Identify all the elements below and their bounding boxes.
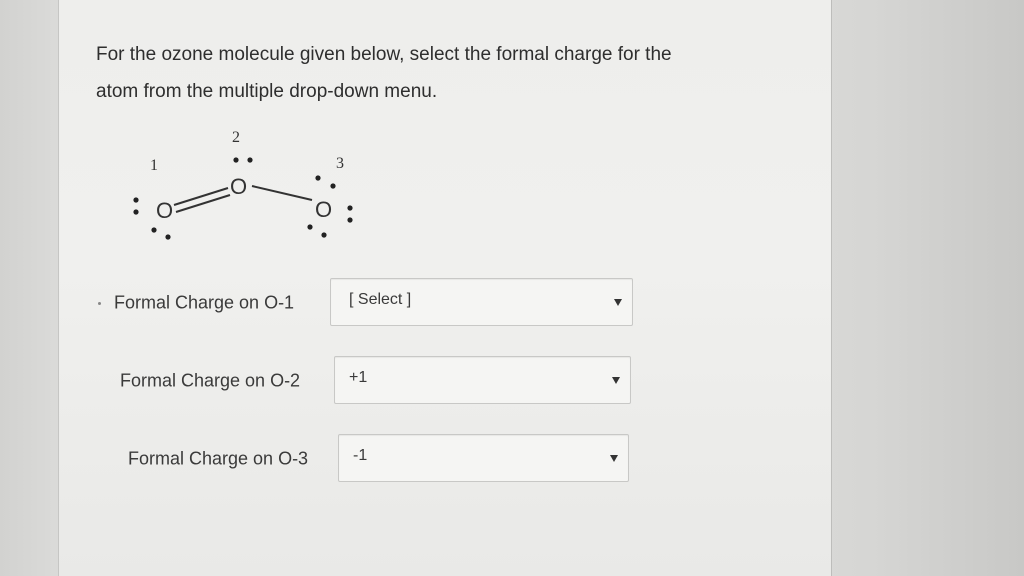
atom-o3: O [315,197,333,222]
chevron-down-icon [612,377,620,384]
select-value-o3: -1 [353,447,368,464]
formal-charge-row-o3 [126,434,630,484]
lone-pair-o3-right-a [347,205,352,210]
formal-charge-label-o2: Formal Charge on O-2 [120,370,301,391]
atom-label-3: 3 [336,155,344,172]
atom-label-1: 1 [150,157,158,174]
formal-charge-label-o3: Formal Charge on O-3 [128,448,309,469]
formal-charge-select-o1[interactable] [330,278,633,326]
lone-pair-o3-bottom-a [307,224,312,229]
lone-pair-o3-bottom-b [321,232,326,237]
question-line-1: For the ozone molecule given below, select the formal charge for the [96,44,672,65]
lone-pair-o3-top-a [315,175,320,180]
single-bond-line [252,186,312,200]
formal-charge-select-o3[interactable] [338,434,629,482]
formal-charge-select-o2[interactable] [334,356,631,404]
ozone-lewis-structure [112,120,372,250]
question-text [96,36,816,110]
lone-pair-o2-b [247,157,252,162]
lone-pair-o2-a [233,157,238,162]
formal-charge-row-o2 [118,356,632,406]
atom-o1: O [156,198,174,223]
double-bond-line-a [174,188,228,205]
chevron-down-icon [610,455,618,462]
lone-pair-o3-top-b [330,183,335,188]
select-value-o1: [ Select ] [349,291,412,308]
select-value-o2: +1 [349,369,368,386]
lone-pair-o1-left-a [133,197,138,202]
lone-pair-o1-bottom-a [151,227,156,232]
question-line-2: atom from the multiple drop-down menu. [96,81,438,102]
chevron-down-icon [614,299,622,306]
formal-charge-row-o1 [112,278,634,328]
double-bond-line-b [176,195,230,212]
lone-pair-o1-left-b [133,209,138,214]
lone-pair-o1-bottom-b [165,234,170,239]
atom-o2: O [230,174,248,199]
lone-pair-o3-right-b [347,217,352,222]
row-marker [98,302,101,305]
atom-label-2: 2 [232,129,240,146]
formal-charge-label-o1: Formal Charge on O-1 [114,292,295,313]
